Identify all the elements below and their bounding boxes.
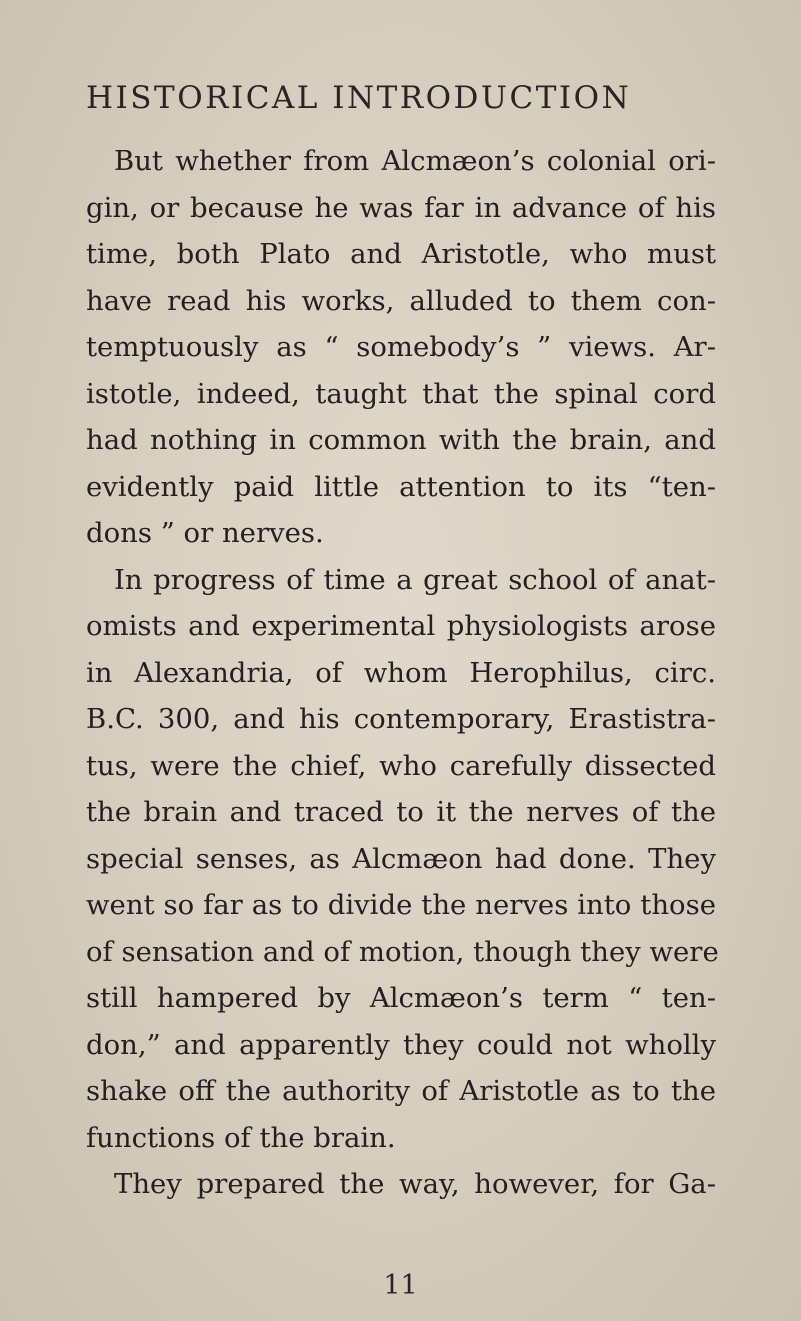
text-line: in Alexandria, of whom Herophilus, circ.: [86, 656, 716, 689]
page-number: 11: [383, 1270, 418, 1301]
text-line: functions of the brain.: [86, 1121, 396, 1154]
text-line: still hampered by Alcmæon’s term “ ten-: [86, 982, 716, 1014]
text-line: They prepared the way, however, for Ga-: [114, 1168, 716, 1200]
text-line: gin, or because he was far in advance of his: [86, 191, 716, 224]
text-line: temptuously as “ somebody’s ” views. Ar-: [86, 331, 716, 363]
text-line: istotle, indeed, taught that the spinal cord: [86, 377, 716, 410]
running-head: HISTORICAL INTRODUCTION: [86, 80, 632, 116]
text-line: the brain and traced to it the nerves of the: [86, 796, 716, 828]
text-line: had nothing in common with the brain, and: [86, 424, 716, 456]
text-line: went so far as to divide the nerves into those: [86, 889, 716, 921]
body-text: [86, 138, 719, 1208]
text-line: In progress of time a great school of anat-: [114, 563, 716, 596]
text-line: shake off the authority of Aristotle as to the: [86, 1075, 716, 1107]
text-line: of sensation and of motion, though they were: [86, 935, 719, 968]
text-line: dons ” or nerves.: [86, 517, 324, 549]
text-line: have read his works, alluded to them con-: [86, 284, 716, 317]
text-line: special senses, as Alcmæon had done. They: [86, 842, 716, 875]
text-line: evidently paid little attention to its “ten-: [86, 470, 716, 503]
text-line: don,” and apparently they could not wholly: [86, 1028, 716, 1061]
text-line: omists and experimental physiologists arose: [86, 610, 716, 642]
text-line: time, both Plato and Aristotle, who must: [86, 238, 716, 270]
text-line: But whether from Alcmæon’s colonial ori-: [114, 145, 716, 177]
text-line: tus, were the chief, who carefully dissected: [86, 749, 716, 782]
text-line: B.C. 300, and his contemporary, Erastistra-: [86, 703, 716, 735]
